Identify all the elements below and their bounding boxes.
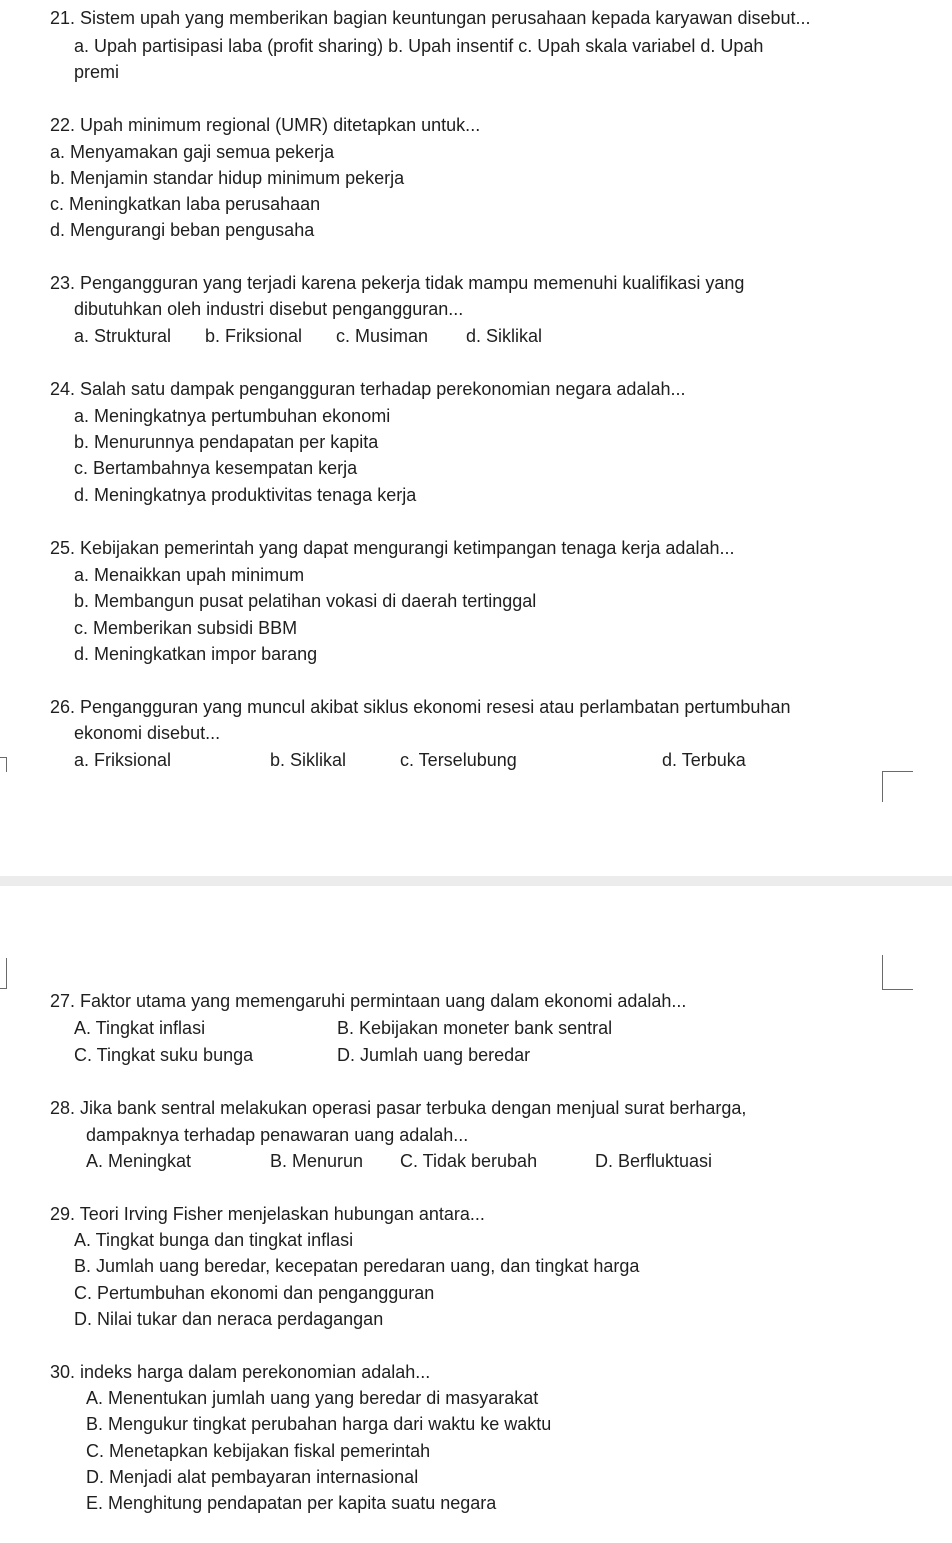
q28-option-a: A. Meningkat bbox=[86, 1151, 192, 1171]
q21-stem: 21. Sistem upah yang memberikan bagian keuntungan perusahaan kepada karyawan disebut... bbox=[50, 8, 811, 28]
q28-stem-line2: dampaknya terhadap penawaran uang adalah... bbox=[86, 1125, 469, 1145]
q30-stem: 30. indeks harga dalam perekonomian adalah... bbox=[50, 1362, 431, 1382]
q26-option-d: d. Terbuka bbox=[662, 750, 746, 770]
q30-option-d: D. Menjadi alat pembayaran internasional bbox=[86, 1467, 419, 1487]
q30-option-c: C. Menetapkan kebijakan fiskal pemerintah bbox=[86, 1441, 431, 1461]
q29-option-d: D. Nilai tukar dan neraca perdagangan bbox=[74, 1309, 384, 1329]
q23-stem-line1: 23. Pengangguran yang terjadi karena pekerja tidak mampu memenuhi kualifikasi yang bbox=[50, 273, 745, 293]
q27-option-b: B. Kebijakan moneter bank sentral bbox=[337, 1018, 613, 1038]
q25-option-d: d. Meningkatkan impor barang bbox=[74, 644, 318, 664]
corner-mark-top-right bbox=[882, 955, 913, 990]
q27-option-c: C. Tingkat suku bunga bbox=[74, 1045, 254, 1065]
q28-option-b: B. Menurun bbox=[270, 1151, 364, 1171]
q21-options-line1: a. Upah partisipasi laba (profit sharing) b. Upah insentif c. Upah skala variabel d. Upah bbox=[74, 36, 764, 56]
q25-option-b: b. Membangun pusat pelatihan vokasi di daerah tertinggal bbox=[74, 591, 537, 611]
q30-option-b: B. Mengukur tingkat perubahan harga dari waktu ke waktu bbox=[86, 1414, 552, 1434]
corner-mark-top-left bbox=[0, 958, 7, 989]
q26-option-a: a. Friksional bbox=[74, 750, 172, 770]
q27-option-d: D. Jumlah uang beredar bbox=[337, 1045, 531, 1065]
q22-stem: 22. Upah minimum regional (UMR) ditetapkan untuk... bbox=[50, 115, 481, 135]
q23-option-c: c. Musiman bbox=[336, 326, 429, 346]
q22-option-a: a. Menyamakan gaji semua pekerja bbox=[50, 142, 335, 162]
q22-option-b: b. Menjamin standar hidup minimum pekerja bbox=[50, 168, 405, 188]
q25-stem: 25. Kebijakan pemerintah yang dapat mengurangi ketimpangan tenaga kerja adalah... bbox=[50, 538, 735, 558]
q30-option-e: E. Menghitung pendapatan per kapita suatu negara bbox=[86, 1493, 497, 1513]
q25-option-a: a. Menaikkan upah minimum bbox=[74, 565, 305, 585]
q23-option-d: d. Siklikal bbox=[466, 326, 543, 346]
q26-option-b: b. Siklikal bbox=[270, 750, 347, 770]
q26-stem-line1: 26. Pengangguran yang muncul akibat siklus ekonomi resesi atau perlambatan pertumbuhan bbox=[50, 697, 791, 717]
q24-option-d: d. Meningkatnya produktivitas tenaga kerja bbox=[74, 485, 417, 505]
q29-option-c: C. Pertumbuhan ekonomi dan pengangguran bbox=[74, 1283, 435, 1303]
q24-stem: 24. Salah satu dampak pengangguran terhadap perekonomian negara adalah... bbox=[50, 379, 686, 399]
q28-option-c: C. Tidak berubah bbox=[400, 1151, 538, 1171]
q26-stem-line2: ekonomi disebut... bbox=[74, 723, 221, 743]
q22-option-c: c. Meningkatkan laba perusahaan bbox=[50, 194, 321, 214]
q27-stem: 27. Faktor utama yang memengaruhi permintaan uang dalam ekonomi adalah... bbox=[50, 991, 687, 1011]
page-separator bbox=[0, 876, 952, 886]
q27-option-a: A. Tingkat inflasi bbox=[74, 1018, 206, 1038]
q30-option-a: A. Menentukan jumlah uang yang beredar di masyarakat bbox=[86, 1388, 539, 1408]
q25-option-c: c. Memberikan subsidi BBM bbox=[74, 618, 298, 638]
q28-stem-line1: 28. Jika bank sentral melakukan operasi pasar terbuka dengan menjual surat berharga, bbox=[50, 1098, 747, 1118]
q23-stem-line2: dibutuhkan oleh industri disebut pengangguran... bbox=[74, 299, 464, 319]
q23-option-b: b. Friksional bbox=[205, 326, 303, 346]
corner-mark-bottom-right bbox=[882, 771, 913, 802]
q29-stem: 29. Teori Irving Fisher menjelaskan hubungan antara... bbox=[50, 1204, 485, 1224]
q23-option-a: a. Struktural bbox=[74, 326, 172, 346]
q24-option-b: b. Menurunnya pendapatan per kapita bbox=[74, 432, 379, 452]
corner-mark-bottom-left bbox=[0, 757, 7, 772]
q29-option-a: A. Tingkat bunga dan tingkat inflasi bbox=[74, 1230, 354, 1250]
q28-option-d: D. Berfluktuasi bbox=[595, 1151, 713, 1171]
q29-option-b: B. Jumlah uang beredar, kecepatan peredaran uang, dan tingkat harga bbox=[74, 1256, 640, 1276]
q24-option-a: a. Meningkatnya pertumbuhan ekonomi bbox=[74, 406, 391, 426]
q22-option-d: d. Mengurangi beban pengusaha bbox=[50, 220, 315, 240]
q24-option-c: c. Bertambahnya kesempatan kerja bbox=[74, 458, 358, 478]
q26-option-c: c. Terselubung bbox=[400, 750, 517, 770]
q21-options-line2: premi bbox=[74, 62, 120, 82]
